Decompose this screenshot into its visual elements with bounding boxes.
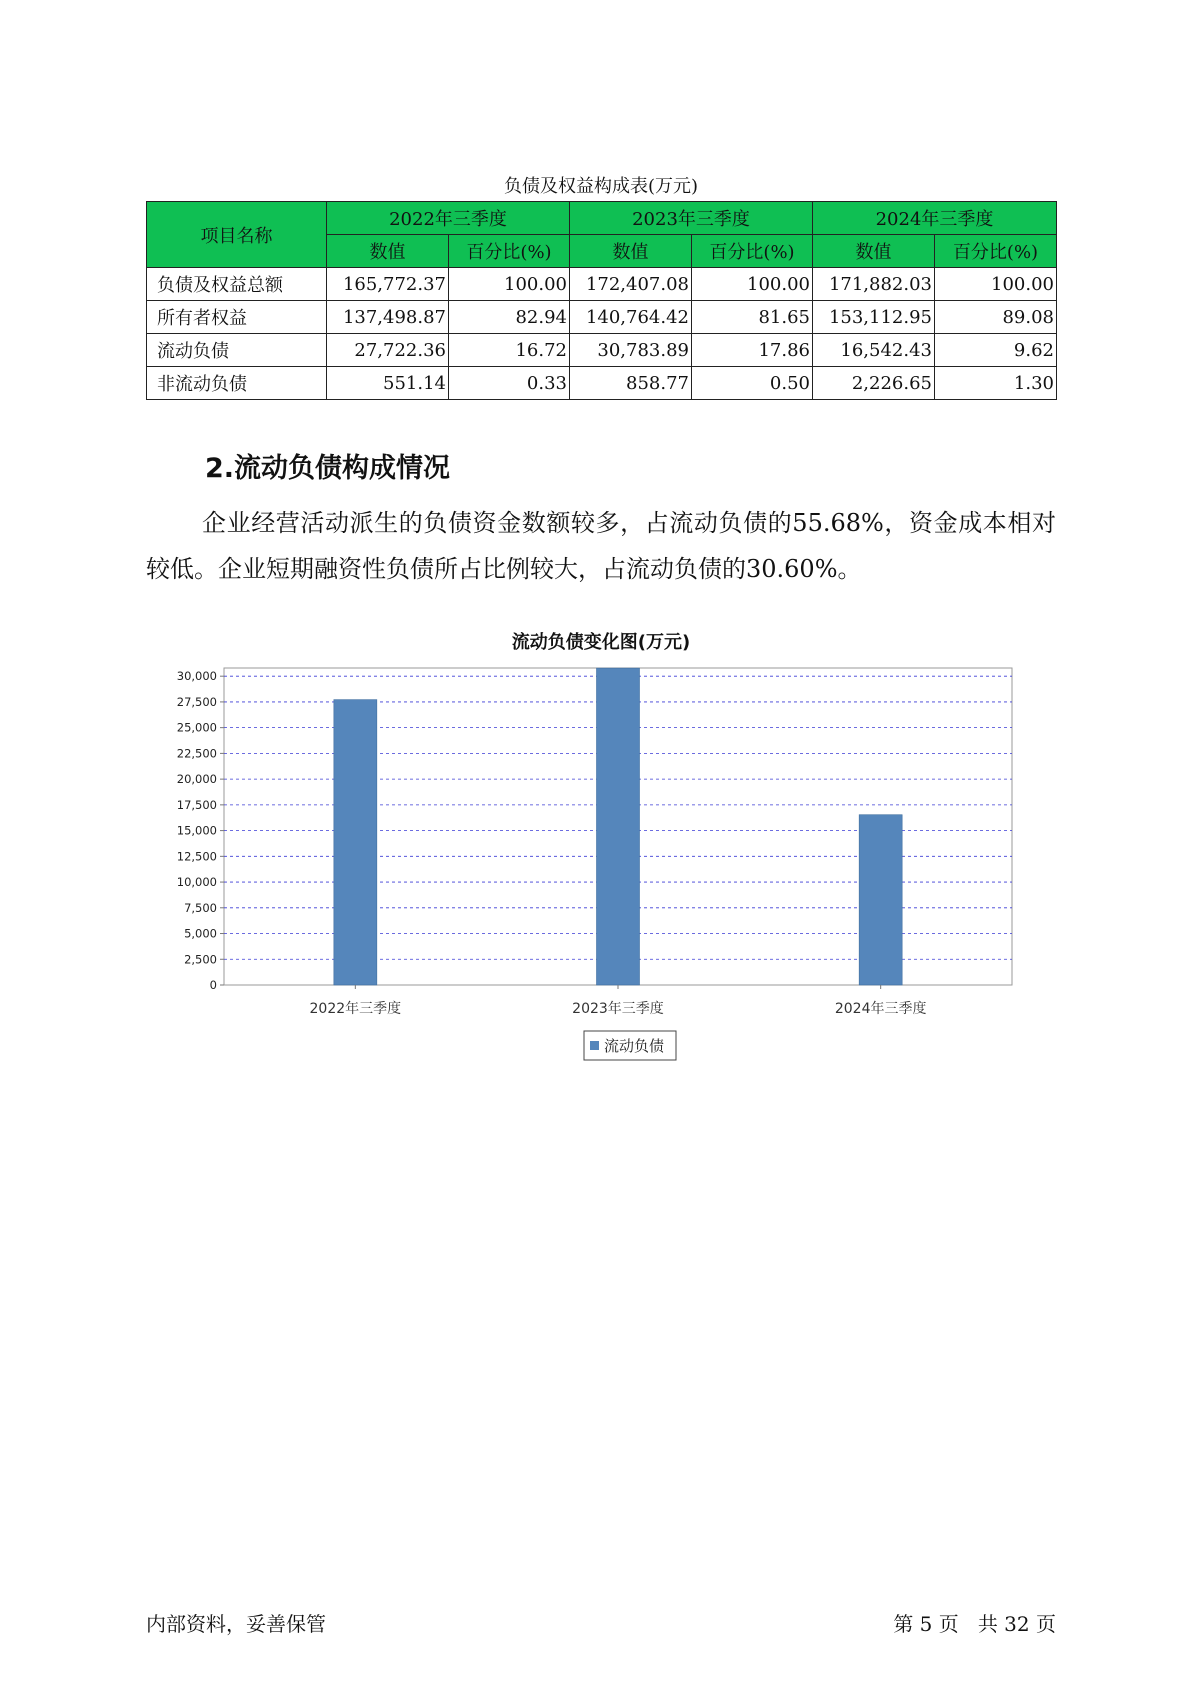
table-cell: 140,764.42 [570,301,692,334]
value-subheader: 数值 [327,235,449,268]
y-tick-label: 20,000 [176,772,217,787]
table-row [147,268,1057,301]
y-tick-label: 2,500 [184,952,217,967]
table-cell: 27,722.36 [327,334,449,367]
table-cell: 16.72 [449,334,570,367]
table-cell: 0.50 [692,367,813,400]
table-cell: 165,772.37 [327,268,449,301]
item-name-header: 项目名称 [147,202,327,268]
table-cell: 30,783.89 [570,334,692,367]
liabilities-equity-table [146,201,1057,400]
table-row [147,367,1057,400]
table-cell: 0.33 [449,367,570,400]
x-tick-label: 2024年三季度 [834,1001,927,1017]
bar-2023年三季度 [597,668,640,985]
legend-swatch [590,1041,599,1050]
y-tick-label: 27,500 [176,694,217,709]
y-tick-label: 5,000 [184,926,217,941]
table-cell: 100.00 [935,268,1057,301]
footer-page-number: 第 5 页 共 32 页 [893,1612,1056,1636]
bar-2022年三季度 [334,700,377,985]
chart-title: 流动负债变化图(万元) [511,632,691,653]
bar-2024年三季度 [859,815,902,985]
period-header: 2024年三季度 [813,202,1057,235]
table-cell: 17.86 [692,334,813,367]
x-axis-ticks [310,985,927,1017]
table-cell: 9.62 [935,334,1057,367]
y-tick-label: 17,500 [176,797,217,812]
y-axis-ticks [177,669,224,992]
row-label: 非流动负债 [147,367,327,400]
table-cell: 82.94 [449,301,570,334]
table-cell: 551.14 [327,367,449,400]
table-cell: 100.00 [449,268,570,301]
percent-subheader: 百分比(%) [935,235,1057,268]
period-header: 2023年三季度 [570,202,813,235]
table-cell: 171,882.03 [813,268,935,301]
table-cell: 81.65 [692,301,813,334]
y-tick-label: 12,500 [176,849,217,864]
table-cell: 858.77 [570,367,692,400]
footer-confidential-note: 内部资料，妥善保管 [146,1612,326,1636]
percent-subheader: 百分比(%) [692,235,813,268]
row-label: 负债及权益总额 [147,268,327,301]
table-cell: 16,542.43 [813,334,935,367]
table-row [147,301,1057,334]
value-subheader: 数值 [813,235,935,268]
y-tick-label: 22,500 [176,746,217,761]
y-tick-label: 0 [209,978,217,992]
legend-label: 流动负债 [604,1037,665,1055]
x-tick-label: 2023年三季度 [572,1001,664,1017]
y-tick-label: 25,000 [176,720,217,735]
section-heading: 2.流动负债构成情况 [205,453,451,484]
table-cell: 89.08 [935,301,1057,334]
percent-subheader: 百分比(%) [449,235,570,268]
y-tick-label: 30,000 [176,669,217,684]
table-cell: 2,226.65 [813,367,935,400]
x-tick-label: 2022年三季度 [309,1001,402,1017]
table-cell: 100.00 [692,268,813,301]
chart-legend [584,1031,676,1060]
table-cell: 137,498.87 [327,301,449,334]
table-cell: 153,112.95 [813,301,935,334]
y-tick-label: 10,000 [176,875,217,890]
table-cell: 172,407.08 [570,268,692,301]
current-liabilities-bar-chart [146,660,1056,1080]
y-tick-label: 15,000 [176,823,217,838]
period-header: 2022年三季度 [327,202,570,235]
table-row [147,334,1057,367]
body-paragraph: 企业经营活动派生的负债资金数额较多，占流动负债的55.68%，资金成本相对较低。企业短期融资性负债所占比例较大，占流动负债的30.60%。 [146,509,1056,583]
table-cell: 1.30 [935,367,1057,400]
table-caption: 负债及权益构成表(万元) [503,176,699,197]
row-label: 流动负债 [147,334,327,367]
value-subheader: 数值 [570,235,692,268]
y-tick-label: 7,500 [184,900,217,915]
row-label: 所有者权益 [147,301,327,334]
